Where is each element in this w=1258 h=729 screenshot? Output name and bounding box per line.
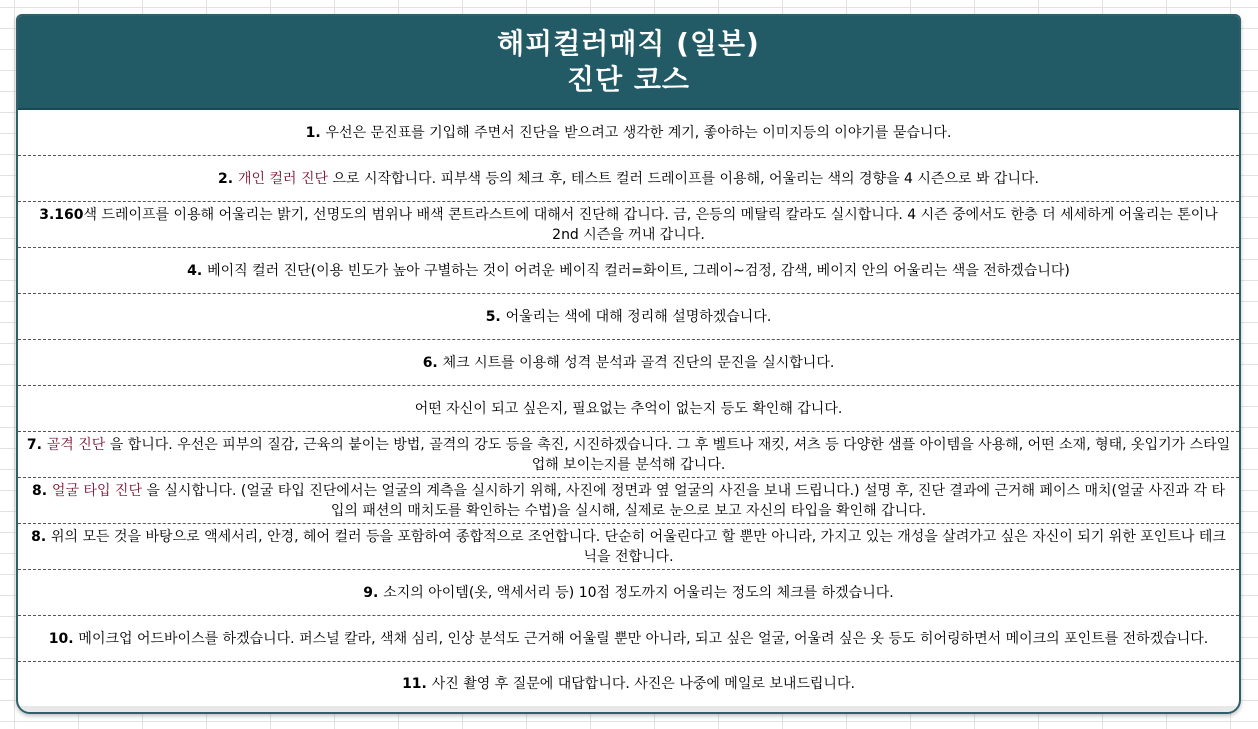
step-row-1[interactable] — [18, 110, 1239, 156]
step-number: 11. — [402, 676, 432, 692]
step-list — [18, 110, 1239, 706]
step-number: 3.160 — [39, 206, 84, 223]
step-text: 어울리는 색에 대해 정리해 설명하겠습니다. — [505, 308, 772, 325]
panel-header — [18, 16, 1239, 110]
step-text: 메이크업 어드바이스를 하겠습니다. 퍼스널 칼라, 색채 심리, 인상 분석도 근거해 어울릴 뿐만 아니라, 되고 싶은 얼굴, 어울려 싶은 옷 등도 히어링하면서 메이크의 포인트를 전하겠습니다. — [78, 630, 1209, 647]
step-highlight: 골격 진단 — [46, 436, 106, 453]
step-text: 우선은 문진표를 기입해 주면서 진단을 받으려고 생각한 계기, 좋아하는 이미지등의 이야기를 묻습니다. — [325, 124, 952, 141]
step-text: 사진 촬영 후 질문에 대답합니다. 사진은 나중에 메일로 보내드립니다. — [431, 676, 855, 692]
header-subtitle: 진단 코스 — [567, 63, 690, 96]
step-number: 1. — [305, 124, 326, 141]
step-text: 위의 모든 것을 바탕으로 액세서리, 안경, 헤어 컬러 등을 포함하여 종합적으로 조언합니다. 단순히 어울린다고 할 뿐만 아니라, 가지고 있는 개성을 살려가고 싶은 자신이 되기 위한 포인트나 테크닉을 전합니다. — [51, 528, 1226, 565]
step-number: 9. — [363, 584, 384, 601]
step-row-8a[interactable] — [18, 478, 1239, 524]
step-text: 체크 시트를 이용해 성격 분석과 골격 진단의 문진을 실시합니다. — [442, 354, 835, 371]
step-text: 소지의 아이템(옷, 액세서리 등) 10점 정도까지 어울리는 정도의 체크를 하겠습니다. — [383, 584, 894, 601]
step-row-6b[interactable] — [18, 386, 1239, 432]
step-text: 으로 시작합니다. 피부색 등의 체크 후, 테스트 컬러 드레이프를 이용해, 어울리는 색의 경향을 4 시즌으로 봐 갑니다. — [328, 170, 1039, 187]
step-number: 5. — [485, 308, 506, 325]
step-row-8b[interactable] — [18, 524, 1239, 570]
step-number: 8. — [31, 528, 52, 545]
step-row-10[interactable] — [18, 616, 1239, 662]
step-row-2[interactable] — [18, 156, 1239, 202]
step-row-11[interactable] — [18, 662, 1239, 706]
step-number: 7. — [26, 436, 47, 453]
step-text: 색 드레이프를 이용해 어울리는 밝기, 선명도의 범위나 배색 콘트라스트에 대해서 진단해 갑니다. 금, 은등의 메탈릭 칼라도 실시합니다. 4 시즌 중에서도 한층 더 세세하게 어울리는 톤이나 2nd 시즌을 꺼내 갑니다. — [83, 206, 1218, 243]
step-number: 2. — [218, 170, 238, 187]
step-row-6[interactable] — [18, 340, 1239, 386]
step-row-9[interactable] — [18, 570, 1239, 616]
step-text: 베이직 컬러 진단(이용 빈도가 높아 구별하는 것이 어려운 베이직 컬러=화이트, 그레이~검정, 감색, 베이지 안의 어울리는 색을 전하겠습니다) — [207, 262, 1070, 279]
step-row-7[interactable] — [18, 432, 1239, 478]
step-row-4[interactable] — [18, 248, 1239, 294]
step-highlight: 개인 컬러 진단 — [237, 170, 329, 187]
step-text: 을 실시합니다. (얼굴 타입 진단에서는 얼굴의 계측을 실시하기 위해, 사진에 정면과 옆 얼굴의 사진을 보내 드립니다.) 설명 후, 진단 결과에 근거해 페이스 매치(얼굴 사진과 각 타입의 패션의 매치도를 확인하는 수법)을 실시해, 실제로 눈으로 보고 자신의 타입을 확인해 갑니다. — [141, 482, 1226, 519]
step-number: 4. — [187, 262, 208, 279]
step-number: 8. — [31, 482, 52, 499]
step-text: 어떤 자신이 되고 싶은지, 필요없는 추억이 없는지 등도 확인해 갑니다. — [414, 400, 843, 417]
step-row-3[interactable] — [18, 202, 1239, 248]
panel-footer-strip — [18, 706, 1239, 714]
step-number: 6. — [422, 354, 443, 371]
course-panel — [16, 14, 1241, 714]
step-number: 10. — [48, 630, 79, 647]
header-title: 해피컬러매직 (일본) — [497, 27, 760, 60]
step-row-5[interactable] — [18, 294, 1239, 340]
step-highlight: 얼굴 타입 진단 — [51, 482, 142, 499]
step-text: 을 합니다. 우선은 피부의 질감, 근육의 붙이는 방법, 골격의 강도 등을 촉진, 시진하겠습니다. 그 후 벨트나 재킷, 셔츠 등 다양한 샘플 아이템을 사용해, 어떤 소재, 형태, 옷입기가 스타일 업해 보이는지를 분석해 갑니다. — [105, 436, 1231, 473]
